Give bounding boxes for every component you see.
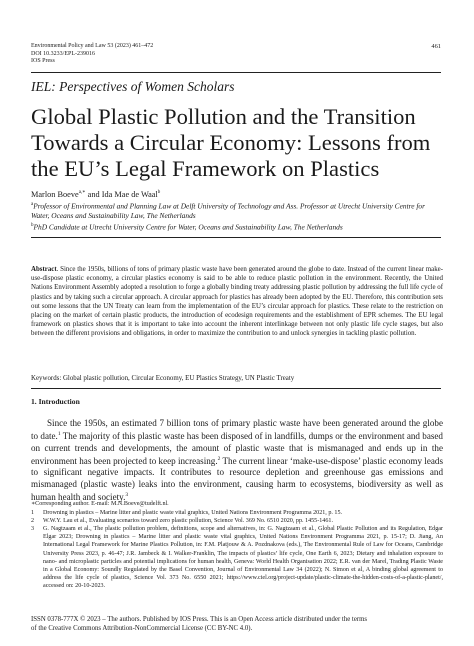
publisher-line: IOS Press (31, 58, 55, 65)
footnote-item (31, 517, 443, 525)
series-heading: IEL: Perspectives of Women Scholars (31, 79, 235, 94)
title-line-1: Global Plastic Pollution and the Transition (31, 104, 416, 129)
journal-line: Environmental Policy and Law 53 (2023) 461–472 (31, 43, 154, 49)
footnote-text: W.W.Y. Lau et al., Evaluating scenarios toward zero plastic pollution, Science Vol. 369 No. 6510 2020, pp. 1455-1461. (43, 518, 333, 525)
license-line-2: of the Creative Commons Attribution-NonCommercial License (CC BY-NC 4.0). (31, 624, 253, 632)
affiliation-b (31, 221, 443, 232)
abstract-rule-top (31, 237, 441, 238)
author-2: Ida Mae de Waal (101, 189, 158, 199)
author-2-marks: b (157, 190, 161, 195)
affiliation-b-text: PhD Candidate at Utrecht University Centre for Water, Oceans and Sustainability Law, The Netherlands (33, 222, 343, 232)
para-part-3: The current linear ‘make-use-dispose’ plastic economy leads to significant negative impacts. It contributes to resource depletion and greenhouse gas emissions and mismanaged (plastic waste) leaks into the environment, causing harm to ecosystems, biodiversity as well as human health and society. (31, 456, 443, 503)
affiliation-a (31, 200, 443, 221)
footnote-item (31, 525, 443, 590)
author-1-marks: a,∗ (78, 190, 86, 195)
para-part-2: The majority of this plastic waste has been disposed of in landfills, dumps or the environment and based on current trends and developments, the amount of plastic waste that is mismanaged and ends up in the environment has been projected to keep increasing. (31, 431, 443, 467)
corresponding-author: ∗Corresponding author. E-mail: M.N.Boeve@tudelft.nl. (31, 501, 169, 507)
doi-line: DOI 10.3233/EPL-239016 (31, 50, 95, 57)
license-notice (31, 616, 445, 633)
footnote-number: 1 (31, 510, 35, 517)
footnote-number: 2 (31, 518, 35, 525)
affiliation-a-text: Professor of Environmental and Planning Law at Delft University of Technology and Ass. Professor at Utrecht University Centre for Water, Oceans and Sustainability Law, The Netherlands (31, 201, 425, 221)
abstract-text: . Since the 1950s, billions of tons of primary plastic waste have been generated around the globe to date. Instead of the current linear make-use-dispose plastic economy, a circular plastics economy is said to be able to reduce plastic pollution in the environment. Recently, the United Nations Environment Assembly adopted a resolution to forge a globally binding treaty addressing plastic pollution by addressing the full life cycle of plastics and by taking such a circular approach. A circular approach for plastics has already been adopted by the EU. Therefore, this contribution sets out some lessons that the UN Treaty can learn from the implementation of the EU’s circular approach for plastics. These relate to the restriction on placing on the market of certain plastic products, the introduction of ecodesign requirements and the establishment of EPR schemes. The EU legal framework on plastics shows that it is important to take into account the inherent interlinkage between not only plastic life cycle stages, but also between the different provisions and obligations, in order to maximize the contribution to and unlock synergies in tackling plastic pollution. (31, 266, 443, 338)
author-1: Marlon Boeve (31, 189, 79, 199)
title-line-3: the EU’s Legal Framework on Plastics (31, 156, 380, 181)
article-title (31, 104, 443, 182)
body-paragraph (31, 418, 443, 504)
footnote-item (31, 509, 443, 517)
running-header (31, 43, 153, 66)
footnote-ref-3[interactable]: 3 (125, 492, 129, 499)
footnote-ref-1[interactable]: 1 (57, 431, 61, 438)
keywords: Keywords: Global plastic pollution, Circular Economy, EU Plastics Strategy, UN Plastic Treaty (31, 375, 295, 382)
para-part-1: Since the 1950s, an estimated 7 billion tons of primary plastic waste have been generated around the globe to date. (31, 418, 443, 442)
abstract-rule-bottom (31, 388, 441, 389)
author-line (31, 189, 160, 199)
section-heading: 1. Introduction (31, 397, 80, 406)
author-connector: and (85, 189, 102, 199)
abstract-label: Abstract (31, 266, 57, 273)
abstract (31, 265, 443, 339)
affiliations (31, 200, 443, 232)
header-rule (31, 72, 441, 73)
page-number: 461 (431, 43, 441, 50)
title-line-2: Towards a Circular Economy: Lessons from (31, 130, 431, 155)
footnote-text: Drowning in plastics – Marine litter and plastic waste vital graphics, United Nations Environment Programma 2021, p. 15. (43, 510, 343, 517)
footnote-text: G. Nagtzaam et al., The plastic pollution problem, definitions, scope and alternatives, in: G. Nagtzaam et al., Global Plastic Pollution and its Regulation, Edgar Elgar 2023; Drowning in plastics – Marine litter and plastic waste vital graphics, United Nations Environment Programma 2021, p. 15-17; D. Jiang, An International Legal Framework for Marine Plastics Pollution, in: F.M. Platjouw & A. Pozdnakova (eds.), The Environmental Rule of Law for Oceans, Cambridge University Press 2023, p. 46-47; J.R. Jambeck & I. Walker-Franklin, The impacts of plastics’ life cycle, One Earth 6, 2023; Dietary and inhalation exposure to nano- and microplastic particles and potential implications for human health, Geneva: World Health Organisation 2022; E.R. van der Marel, Trading Plastic Waste in a Global Economy: Soundly Regulated by the Basel Convention, Journal of Environmental Law 34 (2022); N. Simon et al, A binding global agreement to address the life cycle of plastics, Science Vol. 373 No. 6550 2021; https://www.ciel.org/project-update/plastic-climate-the-hidden-costs-of-a-plastic-planet/, accessed on: 20-10-2023. (43, 526, 443, 589)
footnote-number: 3 (31, 526, 35, 533)
footnote-ref-2[interactable]: 2 (217, 456, 221, 463)
footnotes (31, 500, 443, 590)
affiliation-a-mark: a (31, 202, 34, 207)
affiliation-b-mark: b (31, 222, 34, 228)
license-line-1: ISSN 0378-777X © 2023 – The authors. Published by IOS Press. This is an Open Access article distributed under the terms (31, 616, 368, 623)
